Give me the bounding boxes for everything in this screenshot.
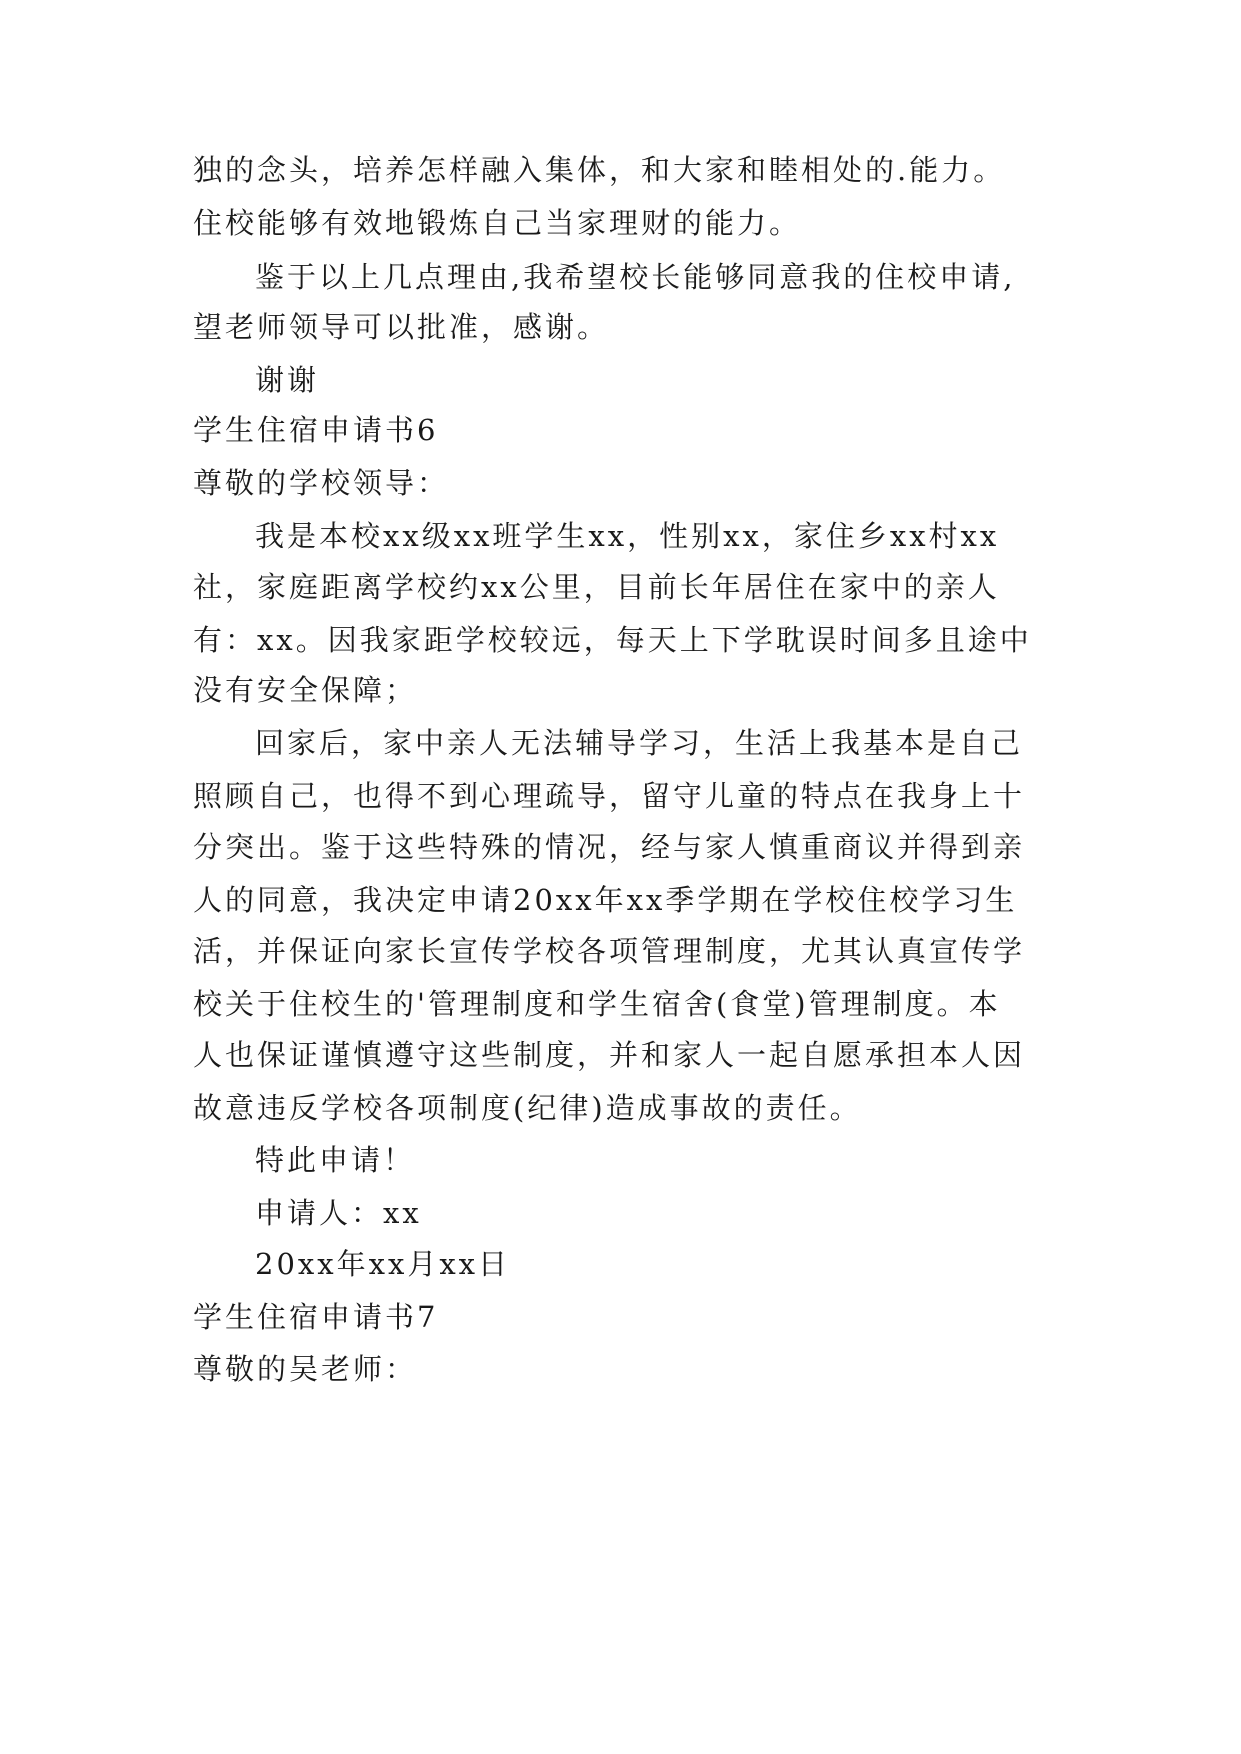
body-text-line: 分突出。鉴于这些特殊的情况，经与家人慎重商议并得到亲 xyxy=(193,830,1026,864)
closing-text: 谢谢 xyxy=(255,363,320,397)
body-text-line: 社，家庭距离学校约xx公里，目前长年居住在家中的亲人 xyxy=(193,570,1000,604)
salutation: 尊敬的吴老师： xyxy=(193,1352,418,1386)
body-text-line: 故意违反学校各项制度(纪律)造成事故的责任。 xyxy=(193,1091,862,1125)
body-text-line: 住校能够有效地锻炼自己当家理财的能力。 xyxy=(193,206,802,240)
signature-applicant: 申请人：xx xyxy=(255,1196,422,1230)
section-heading: 学生住宿申请书6 xyxy=(193,413,439,447)
body-text-line: 回家后，家中亲人无法辅导学习，生活上我基本是自己 xyxy=(255,726,1024,760)
body-text-line: 没有安全保障； xyxy=(193,673,418,707)
salutation: 尊敬的学校领导： xyxy=(193,466,450,500)
body-text-line: 活，并保证向家长宣传学校各项管理制度，尤其认真宣传学 xyxy=(193,934,1026,968)
body-text-line: 人的同意，我决定申请20xx年xx季学期在学校住校学习生 xyxy=(193,883,1018,917)
body-text-line: 望老师领导可以批准，感谢。 xyxy=(193,310,610,344)
signature-date: 20xx年xx月xx日 xyxy=(255,1247,511,1281)
body-text-line: 照顾自己，也得不到心理疏导，留守儿童的特点在我身上十 xyxy=(193,779,1026,813)
body-text-line: 人也保证谨慎遵守这些制度，并和家人一起自愿承担本人因 xyxy=(193,1038,1026,1072)
body-text-line: 独的念头，培养怎样融入集体，和大家和睦相处的.能力。 xyxy=(193,153,1006,187)
body-text-line: 有：xx。因我家距学校较远，每天上下学耽误时间多且途中 xyxy=(193,623,1032,657)
closing-text: 特此申请！ xyxy=(255,1143,416,1177)
body-text-line: 我是本校xx级xx班学生xx，性别xx，家住乡xx村xx xyxy=(255,519,1000,553)
section-heading: 学生住宿申请书7 xyxy=(193,1300,439,1334)
body-text-line: 鉴于以上几点理由,我希望校长能够同意我的住校申请, xyxy=(255,260,1016,294)
body-text-line: 校关于住校生的'管理制度和学生宿舍(食堂)管理制度。本 xyxy=(193,987,1001,1021)
